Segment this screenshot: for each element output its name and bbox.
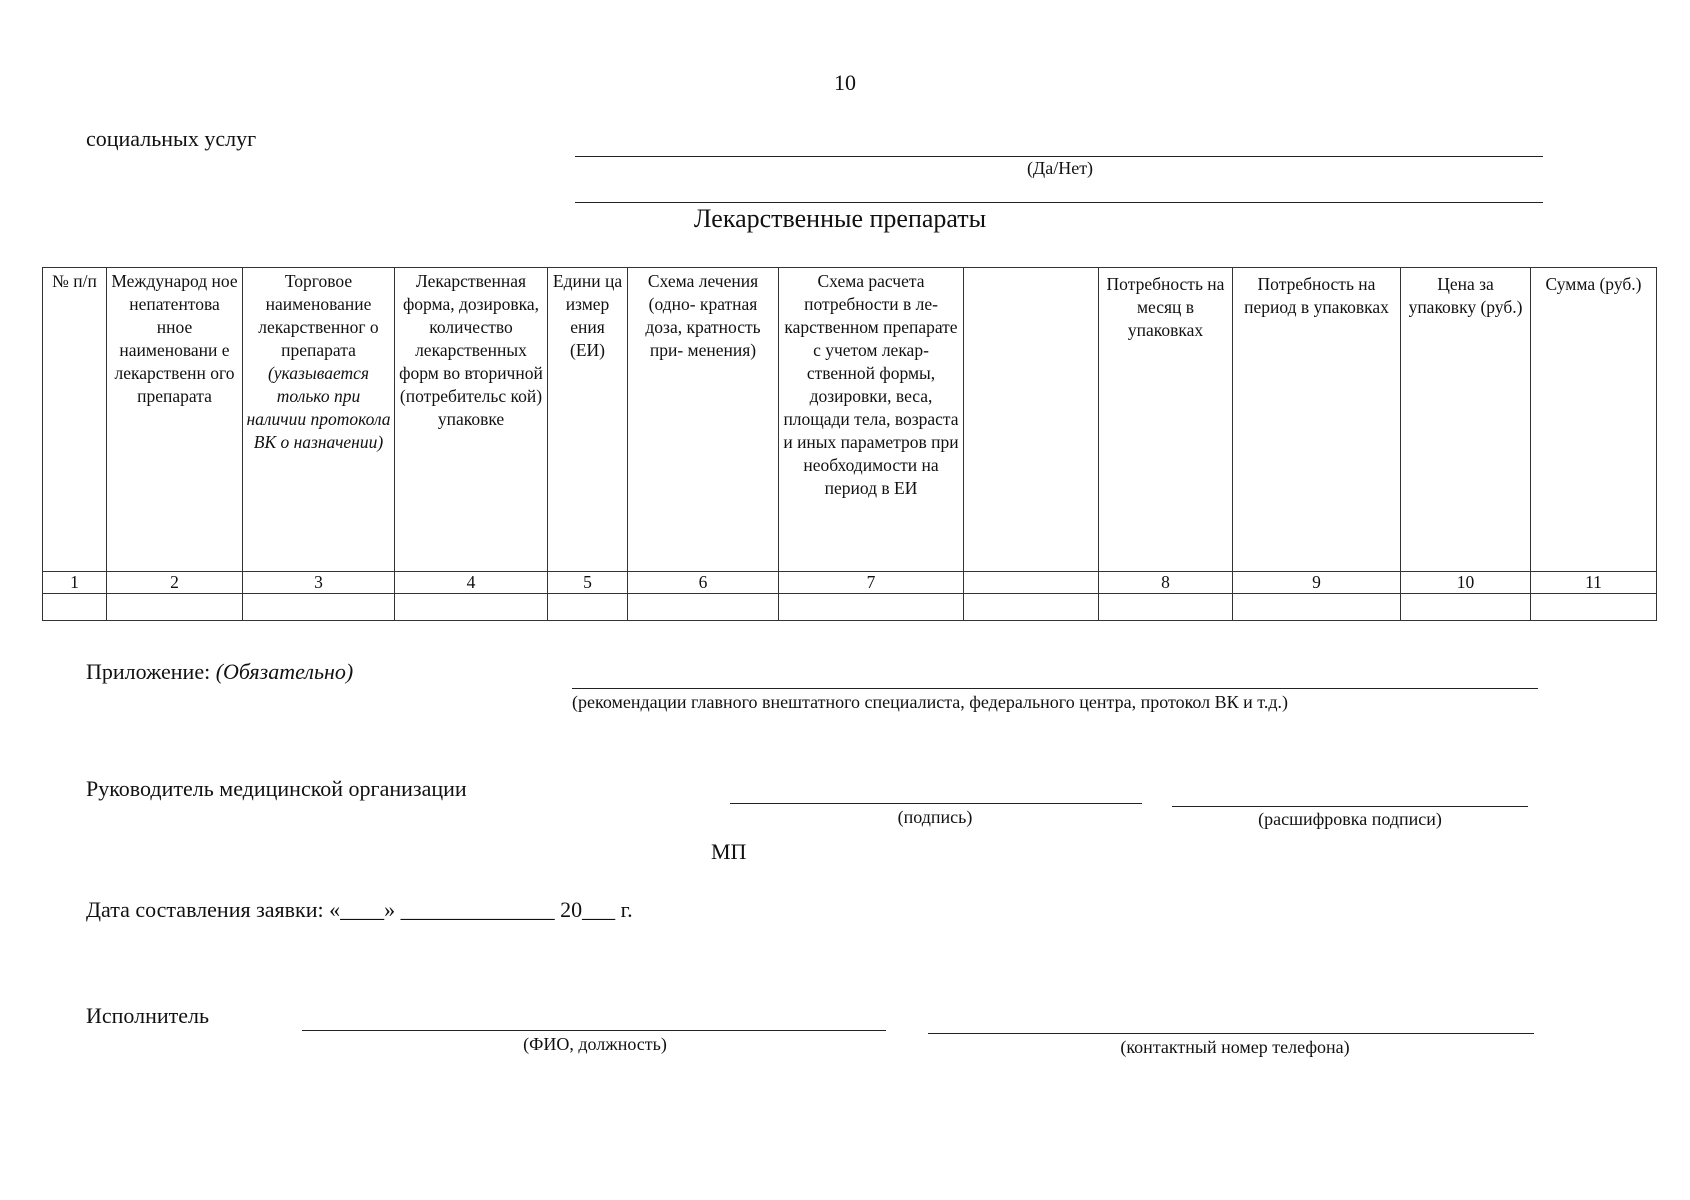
column-number: 2 <box>107 572 243 594</box>
header-cell-monthly-need: Потребность на месяц в упаковках <box>1099 268 1233 572</box>
executor-name-caption: (ФИО, должность) <box>523 1034 667 1054</box>
header-cell-blank <box>964 268 1099 572</box>
column-number: 10 <box>1401 572 1531 594</box>
table-cell <box>43 594 107 621</box>
application-date-line: Дата составления заявки: «____» ______________ 20___ г. <box>86 897 633 922</box>
table-cell <box>1401 594 1531 621</box>
table-cell <box>1233 594 1401 621</box>
column-number: 7 <box>779 572 964 594</box>
header-cell-inn: Международ ное непатентова нное наименовани е лекарственн ого препарата <box>107 268 243 572</box>
column-number: 5 <box>548 572 628 594</box>
table-cell <box>964 594 1099 621</box>
section-title: Лекарственные препараты <box>693 204 987 233</box>
table-cell <box>395 594 548 621</box>
signature-decoding-line <box>1172 806 1528 807</box>
table-cell <box>1531 594 1657 621</box>
table-cell <box>628 594 779 621</box>
yes-no-caption: (Да/Нет) <box>1026 158 1094 178</box>
executor-label: Исполнитель <box>86 1003 210 1028</box>
header-cell-trade-name: Торговое наименование лекарственног о препарата (указывается только при наличии протокола ВК о назначении) <box>243 268 395 572</box>
separator-line <box>575 202 1543 203</box>
table-header-row <box>43 268 1657 572</box>
stamp-label: МП <box>711 839 747 864</box>
header-cell-unit: Едини ца измер ения (ЕИ) <box>548 268 628 572</box>
executor-phone-line <box>928 1033 1534 1034</box>
yes-no-line <box>575 156 1543 157</box>
column-number: 8 <box>1099 572 1233 594</box>
table-cell <box>548 594 628 621</box>
header-cell-sum: Сумма (руб.) <box>1531 268 1657 572</box>
signature-caption: (подпись) <box>897 807 973 827</box>
header-cell-treatment-scheme: Схема лечения (одно- кратная доза, кратность при- менения) <box>628 268 779 572</box>
executor-name-line <box>302 1030 886 1031</box>
header-cell-number: № п/п <box>43 268 107 572</box>
column-number: 3 <box>243 572 395 594</box>
header-cell-period-need: Потребность на период в упаковках <box>1233 268 1401 572</box>
column-number <box>964 572 1099 594</box>
appendix-label <box>86 659 353 685</box>
column-number: 9 <box>1233 572 1401 594</box>
table-cell <box>107 594 243 621</box>
appendix-caption: (рекомендации главного внештатного специалиста, федерального центра, протокол ВК и т.д.) <box>572 692 1288 712</box>
head-label: Руководитель медицинской организации <box>86 776 467 801</box>
signature-decoding-caption: (расшифровка подписи) <box>1258 809 1442 829</box>
table-cell <box>1099 594 1233 621</box>
appendix-required-text: (Обязательно) <box>215 659 354 684</box>
appendix-line <box>572 688 1538 689</box>
header-cell-dosage-form: Лекарственная форма, дозировка, количество лекарственных форм во вторичной (потребительс кой) упаковке <box>395 268 548 572</box>
table-cell <box>779 594 964 621</box>
column-numbers-row <box>43 572 1657 594</box>
medicines-table <box>42 267 1657 621</box>
column-number: 1 <box>43 572 107 594</box>
executor-phone-caption: (контактный номер телефона) <box>1120 1037 1350 1057</box>
header-cell-calculation-scheme: Схема расчета потребности в ле- карственном препарате с учетом лекар- ственной формы, дозировки, веса, площади тела, возраста и иных параметров при необходимости на период в ЕИ <box>779 268 964 572</box>
social-services-label: социальных услуг <box>86 126 257 151</box>
column-number: 11 <box>1531 572 1657 594</box>
table-cell <box>243 594 395 621</box>
page-number: 10 <box>834 70 856 95</box>
column-number: 4 <box>395 572 548 594</box>
column-number: 6 <box>628 572 779 594</box>
signature-line <box>730 803 1142 804</box>
table-row <box>43 594 1657 621</box>
header-cell-price: Цена за упаковку (руб.) <box>1401 268 1531 572</box>
appendix-label-text: Приложение: <box>86 659 211 684</box>
